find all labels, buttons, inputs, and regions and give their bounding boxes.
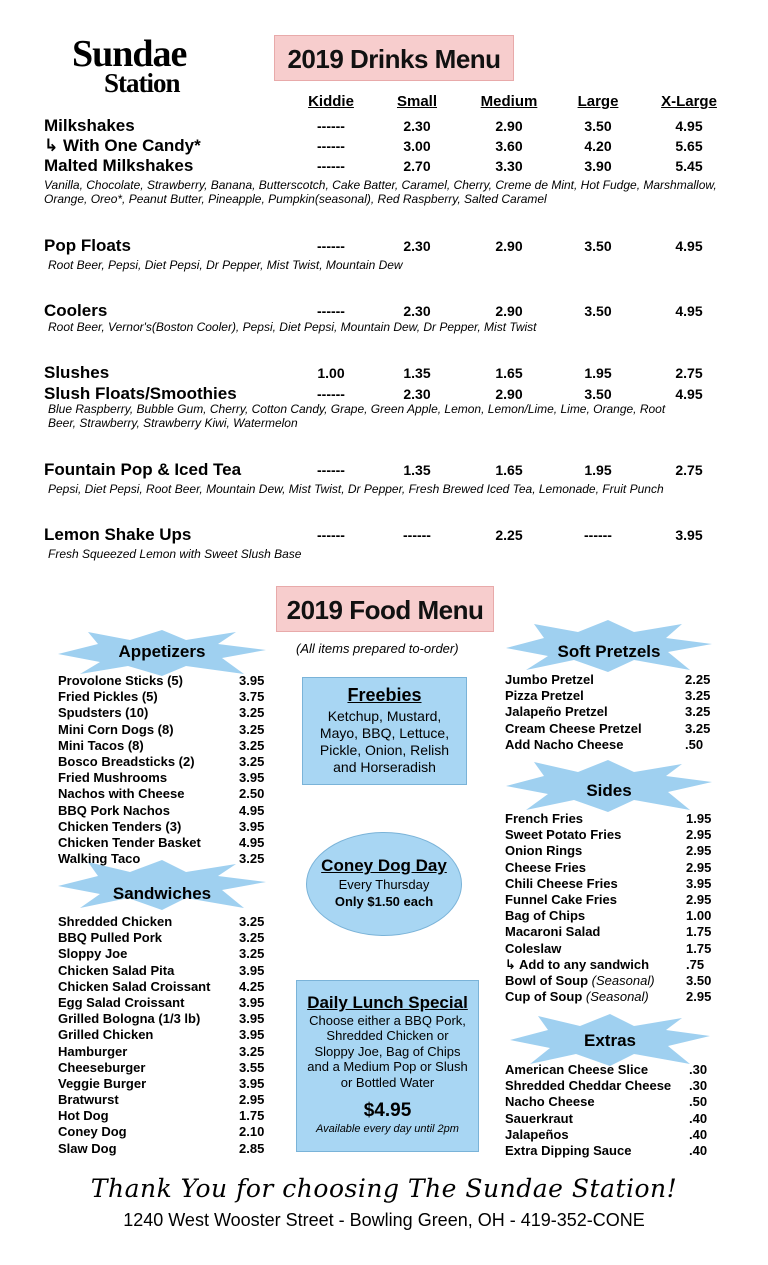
menu-item <box>58 738 268 754</box>
size-header-large: Large <box>577 93 619 110</box>
drink-price: ------ <box>584 527 612 543</box>
extras-title: Extras <box>584 1031 636 1050</box>
item-name: BBQ Pulled Pork <box>58 930 163 946</box>
menu-item <box>58 1011 268 1027</box>
item-name: Sweet Potato Fries <box>505 827 622 843</box>
drink-price: ------ <box>317 527 345 543</box>
menu-item <box>58 1092 268 1108</box>
coney-dog-day-schedule: Every Thursday <box>338 877 430 892</box>
logo <box>66 32 216 102</box>
item-name: Onion Rings <box>505 843 583 859</box>
address-line: 1240 West Wooster Street - Bowling Green, OH - 419-352-CONE <box>123 1210 645 1230</box>
coney-dog-day-title: Coney Dog Day <box>321 856 447 875</box>
drink-name: Coolers <box>44 301 108 320</box>
item-price: 3.55 <box>239 1059 265 1075</box>
drink-price: ------ <box>317 462 345 478</box>
item-name: Jalapeño Pretzel <box>505 704 608 720</box>
item-name: Sauerkraut <box>505 1110 573 1126</box>
item-price: .30 <box>689 1078 708 1094</box>
freebies-text: Ketchup, Mustard, Mayo, BBQ, Lettuce, Pickle, Onion, Relish and Horseradish <box>319 708 450 775</box>
menu-item <box>505 957 715 973</box>
item-name: Grilled Bologna (1/3 lb) <box>58 1011 201 1027</box>
item-name: American Cheese Slice <box>505 1062 649 1077</box>
item-name: Shredded Cheddar Cheese <box>505 1078 672 1094</box>
menu-item <box>58 851 268 867</box>
item-name: Grilled Chicken <box>58 1027 154 1043</box>
item-price: 3.25 <box>239 946 265 962</box>
item-price: 3.25 <box>239 737 265 753</box>
sandwiches-list <box>58 914 268 1157</box>
item-note: (Seasonal) <box>585 989 649 1005</box>
menu-item <box>505 973 715 989</box>
sides-header <box>506 760 712 812</box>
item-price: 3.25 <box>239 851 265 867</box>
sides-title: Sides <box>586 781 632 800</box>
drink-row <box>0 236 768 256</box>
menu-item <box>505 1143 715 1159</box>
menu-item <box>505 843 715 859</box>
drink-name: Pop Floats <box>44 236 131 255</box>
menu-item <box>58 770 268 786</box>
menu-item <box>58 689 268 705</box>
item-name: Sloppy Joe <box>58 946 128 962</box>
menu-item <box>505 1078 715 1094</box>
menu-item <box>58 803 268 819</box>
item-price: 3.95 <box>239 994 265 1010</box>
drink-row <box>0 525 768 545</box>
item-name: Jumbo Pretzel <box>505 672 594 687</box>
logo-line2: Station <box>104 68 180 98</box>
drink-price: 2.30 <box>403 118 431 134</box>
drink-name: Slush Floats/Smoothies <box>44 384 237 403</box>
menu-item <box>505 989 715 1005</box>
milkshake-flavors: Vanilla, Chocolate, Strawberry, Banana, Butterscotch, Cake Batter, Caramel, Cherry, Creme de Mint, Hot Fudge, Marshmallow, Orange, Oreo*, Peanut Butter, Pineapple, Pumpkin(seasonal), Red Raspberry, Salted Caramel <box>44 178 717 206</box>
cooler-flavors: Root Beer, Vernor's(Boston Cooler), Pepsi, Diet Pepsi, Mountain Dew, Dr Pepper, Mist Twist <box>48 320 537 334</box>
item-price: 1.95 <box>686 811 712 826</box>
drink-price: 1.65 <box>495 462 523 478</box>
menu-item <box>505 827 715 843</box>
item-name: Walking Taco <box>58 851 141 867</box>
item-price: 3.25 <box>239 1043 265 1059</box>
size-header-small: Small <box>396 93 438 110</box>
drink-name: ↳ With One Candy* <box>44 136 201 155</box>
item-price: .30 <box>689 1062 708 1077</box>
drink-price: 2.30 <box>403 238 431 254</box>
menu-item <box>58 1044 268 1060</box>
menu-item <box>505 688 715 704</box>
item-price: 3.95 <box>239 1075 265 1091</box>
drink-price: 4.95 <box>675 303 703 319</box>
item-price: 2.95 <box>239 1092 265 1108</box>
drink-price: 1.35 <box>403 462 431 478</box>
item-price: 2.85 <box>239 1140 265 1156</box>
menu-item <box>58 995 268 1011</box>
drink-row <box>0 136 768 156</box>
menu-item <box>58 946 268 962</box>
extras-header <box>510 1014 710 1066</box>
item-name: French Fries <box>505 811 584 826</box>
drink-price: ------ <box>317 158 345 174</box>
menu-item <box>58 673 268 689</box>
drink-price: 5.45 <box>675 158 703 174</box>
drink-price: 3.00 <box>403 138 431 154</box>
drink-name: Milkshakes <box>44 116 135 135</box>
item-name: Extra Dipping Sauce <box>505 1142 632 1158</box>
item-name: Chicken Salad Pita <box>58 962 175 978</box>
food-menu-title: 2019 Food Menu <box>276 586 494 632</box>
item-name: Pizza Pretzel <box>505 688 584 704</box>
drink-price: 1.95 <box>584 462 612 478</box>
item-name: Bag of Chips <box>505 908 586 924</box>
drink-price: 3.30 <box>495 158 523 174</box>
item-name: Add Nacho Cheese <box>505 736 624 752</box>
sandwiches-header <box>58 860 266 910</box>
item-name: Jalapeños <box>505 1126 569 1142</box>
menu-item <box>58 1124 268 1140</box>
drink-name: Slushes <box>44 363 110 382</box>
menu-item <box>58 979 268 995</box>
menu-item <box>505 737 715 753</box>
drink-price: 4.20 <box>584 138 612 154</box>
item-note: (Seasonal) <box>591 972 655 988</box>
menu-item <box>58 786 268 802</box>
drink-price: 1.95 <box>584 365 612 381</box>
drinks-menu-title: 2019 Drinks Menu <box>274 35 514 81</box>
drink-row <box>0 116 768 136</box>
drink-price: ------ <box>317 118 345 134</box>
item-price: 2.95 <box>686 843 712 859</box>
drink-price: ------ <box>317 303 345 319</box>
item-name: Bratwurst <box>58 1092 119 1108</box>
item-price: 2.95 <box>686 827 712 843</box>
pretzels-header <box>506 620 712 672</box>
drink-price: 2.90 <box>495 303 523 319</box>
item-price: 2.95 <box>686 891 712 907</box>
menu-item <box>58 963 268 979</box>
freebies-title: Freebies <box>347 685 422 705</box>
menu-item <box>58 819 268 835</box>
item-name: Fried Pickles (5) <box>58 689 158 705</box>
item-price: 3.25 <box>239 753 265 769</box>
size-header-xlarge: X-Large <box>661 93 717 110</box>
item-price: 3.75 <box>239 689 265 705</box>
menu-item <box>505 941 715 957</box>
item-name: Coleslaw <box>505 940 562 956</box>
drink-row <box>0 301 768 321</box>
drink-price: 2.70 <box>403 158 431 174</box>
item-name: ↳ Add to any sandwich <box>505 956 650 972</box>
item-price: 3.25 <box>685 688 711 704</box>
appetizers-header <box>58 630 266 676</box>
item-price: 3.95 <box>686 875 712 891</box>
menu-item <box>505 908 715 924</box>
item-name: Coney Dog <box>58 1124 127 1140</box>
menu-item <box>505 924 715 940</box>
coney-dog-day-oval <box>306 832 462 936</box>
menu-item <box>58 835 268 851</box>
item-name: Chicken Tenders (3) <box>58 818 182 834</box>
item-name: Chili Cheese Fries <box>505 875 618 891</box>
item-name: Mini Corn Dogs (8) <box>58 721 174 737</box>
drink-price: 1.00 <box>317 365 345 381</box>
menu-item <box>505 672 715 688</box>
item-name: Bosco Breadsticks (2) <box>58 753 195 769</box>
item-price: 3.95 <box>239 1027 265 1043</box>
drink-row <box>0 384 768 404</box>
item-price: 3.25 <box>239 721 265 737</box>
menu-item <box>58 1076 268 1092</box>
item-name: Slaw Dog <box>58 1140 117 1156</box>
item-price: 3.95 <box>239 962 265 978</box>
item-price: 2.10 <box>239 1124 265 1140</box>
item-price: .40 <box>689 1126 708 1142</box>
pretzels-list <box>505 672 715 753</box>
item-name: Hamburger <box>58 1043 128 1059</box>
drink-price: ------ <box>317 238 345 254</box>
slush-flavors: Blue Raspberry, Bubble Gum, Cherry, Cotton Candy, Grape, Green Apple, Lemon, Lemon/Lime, Lime, Orange, Root Beer, Strawberry, Strawberry Kiwi, Watermelon <box>48 402 666 430</box>
item-price: 4.95 <box>239 834 265 850</box>
item-price: 3.95 <box>239 770 265 786</box>
menu-item <box>505 811 715 827</box>
item-price: .40 <box>689 1142 708 1158</box>
item-price: 3.25 <box>685 704 711 720</box>
item-name: Cream Cheese Pretzel <box>505 720 642 736</box>
drink-price: 3.95 <box>675 527 703 543</box>
menu-item <box>505 860 715 876</box>
drink-price: 3.50 <box>584 386 612 402</box>
drink-price: 3.50 <box>584 118 612 134</box>
item-price: 3.50 <box>686 972 712 988</box>
drink-price: 4.95 <box>675 118 703 134</box>
item-name: Macaroni Salad <box>505 924 601 940</box>
drink-price: 2.30 <box>403 303 431 319</box>
drink-price: 5.65 <box>675 138 703 154</box>
pop-float-flavors: Root Beer, Pepsi, Diet Pepsi, Dr Pepper, Mist Twist, Mountain Dew <box>48 258 403 272</box>
lunch-special-price: $4.95 <box>363 1100 412 1121</box>
menu-item <box>505 892 715 908</box>
drink-price: 3.50 <box>584 238 612 254</box>
extras-list <box>505 1062 715 1159</box>
sandwiches-title: Sandwiches <box>112 884 212 903</box>
item-price: 4.25 <box>239 978 265 994</box>
item-price: 3.25 <box>239 705 265 721</box>
appetizers-list <box>58 673 268 867</box>
menu-item <box>58 754 268 770</box>
item-price: 1.75 <box>686 924 712 940</box>
shake-up-description: Fresh Squeezed Lemon with Sweet Slush Base <box>48 547 302 561</box>
drink-price: 2.75 <box>675 462 703 478</box>
menu-item <box>58 705 268 721</box>
item-price: 2.95 <box>686 989 712 1005</box>
item-price: 2.95 <box>686 859 712 875</box>
drink-row <box>0 156 768 176</box>
menu-item <box>58 1060 268 1076</box>
drink-price: 3.50 <box>584 303 612 319</box>
menu-item <box>58 1027 268 1043</box>
drink-price: 1.35 <box>403 365 431 381</box>
item-price: .40 <box>689 1110 708 1126</box>
drink-price: 2.25 <box>495 527 523 543</box>
item-name: Cheeseburger <box>58 1059 146 1075</box>
drink-price: 3.60 <box>495 138 523 154</box>
drink-price: 3.90 <box>584 158 612 174</box>
item-price: 2.50 <box>239 786 265 802</box>
menu-item <box>58 722 268 738</box>
item-name: Provolone Sticks (5) <box>58 673 183 688</box>
item-price: 4.95 <box>239 802 265 818</box>
drink-price: 2.30 <box>403 386 431 402</box>
item-price: .50 <box>689 1094 708 1110</box>
item-price: 3.95 <box>239 673 265 688</box>
item-name: Cheese Fries <box>505 859 586 875</box>
drink-name: Lemon Shake Ups <box>44 525 192 544</box>
drink-price: 1.65 <box>495 365 523 381</box>
item-name: BBQ Pork Nachos <box>58 802 170 818</box>
drink-name: Malted Milkshakes <box>44 156 194 175</box>
item-name: Funnel Cake Fries <box>505 891 617 907</box>
lunch-special-box <box>296 980 479 1152</box>
menu-item <box>58 930 268 946</box>
item-name: Veggie Burger <box>58 1075 147 1091</box>
logo-line1: Sundae <box>72 33 187 75</box>
menu-item <box>505 1062 715 1078</box>
drink-row <box>0 460 768 480</box>
lunch-special-note: Available every day until 2pm <box>316 1123 459 1135</box>
item-price: 3.95 <box>239 818 265 834</box>
drink-row <box>0 363 768 383</box>
size-header-medium: Medium <box>480 93 538 110</box>
drink-price: 2.75 <box>675 365 703 381</box>
menu-item <box>505 704 715 720</box>
lunch-special-title: Daily Lunch Special <box>307 993 468 1012</box>
pretzels-title: Soft Pretzels <box>557 642 661 661</box>
item-name: Hot Dog <box>58 1108 109 1124</box>
menu-item <box>505 1111 715 1127</box>
drink-price: ------ <box>317 138 345 154</box>
item-price: 1.75 <box>239 1108 265 1124</box>
drink-price: ------ <box>317 386 345 402</box>
item-price: 3.25 <box>239 930 265 946</box>
drink-price: 4.95 <box>675 238 703 254</box>
drink-price: ------ <box>403 527 431 543</box>
item-price: .75 <box>686 956 705 972</box>
item-name: Chicken Tender Basket <box>58 834 201 850</box>
item-price: 1.75 <box>686 940 712 956</box>
item-name: Mini Tacos (8) <box>58 737 144 753</box>
thank-you-message: Thank You for choosing The Sundae Station! <box>90 1174 678 1203</box>
item-price: 1.00 <box>686 908 712 924</box>
item-name: Shredded Chicken <box>58 914 173 929</box>
menu-item <box>58 1141 268 1157</box>
item-name: Cup of Soup <box>505 989 583 1005</box>
item-name: Fried Mushrooms <box>58 770 168 786</box>
item-price: .50 <box>685 736 704 752</box>
drink-price: 2.90 <box>495 118 523 134</box>
item-name: Egg Salad Croissant <box>58 994 185 1010</box>
item-price: 3.95 <box>239 1011 265 1027</box>
item-price: 3.25 <box>685 720 711 736</box>
item-name: Chicken Salad Croissant <box>58 978 211 994</box>
size-header-kiddie: Kiddie <box>308 93 354 110</box>
drink-price: 2.90 <box>495 386 523 402</box>
item-price: 2.25 <box>685 672 711 687</box>
menu-item <box>505 1094 715 1110</box>
sides-list <box>505 811 715 1005</box>
freebies-box <box>302 677 467 785</box>
item-name: Spudsters (10) <box>58 705 149 721</box>
drink-price: 2.90 <box>495 238 523 254</box>
drink-name: Fountain Pop & Iced Tea <box>44 460 242 479</box>
lunch-special-text: Choose either a BBQ Pork, Shredded Chicken or Sloppy Joe, Bag of Chips and a Medium Pop or Slush or Bottled Water <box>307 1012 468 1090</box>
drink-price: 4.95 <box>675 386 703 402</box>
item-price: 3.25 <box>239 914 265 929</box>
appetizers-title: Appetizers <box>118 642 206 661</box>
menu-item <box>505 876 715 892</box>
menu-item <box>505 1127 715 1143</box>
menu-item <box>58 1108 268 1124</box>
item-name: Nacho Cheese <box>505 1094 595 1110</box>
coney-dog-day-price: Only $1.50 each <box>334 894 434 909</box>
menu-item <box>58 914 268 930</box>
food-note: (All items prepared to-order) <box>296 641 459 656</box>
menu-item <box>505 721 715 737</box>
item-name: Nachos with Cheese <box>58 786 185 802</box>
fountain-flavors: Pepsi, Diet Pepsi, Root Beer, Mountain Dew, Mist Twist, Dr Pepper, Fresh Brewed Iced Tea, Lemonade, Fruit Punch <box>48 482 664 496</box>
item-name: Bowl of Soup <box>505 972 589 988</box>
